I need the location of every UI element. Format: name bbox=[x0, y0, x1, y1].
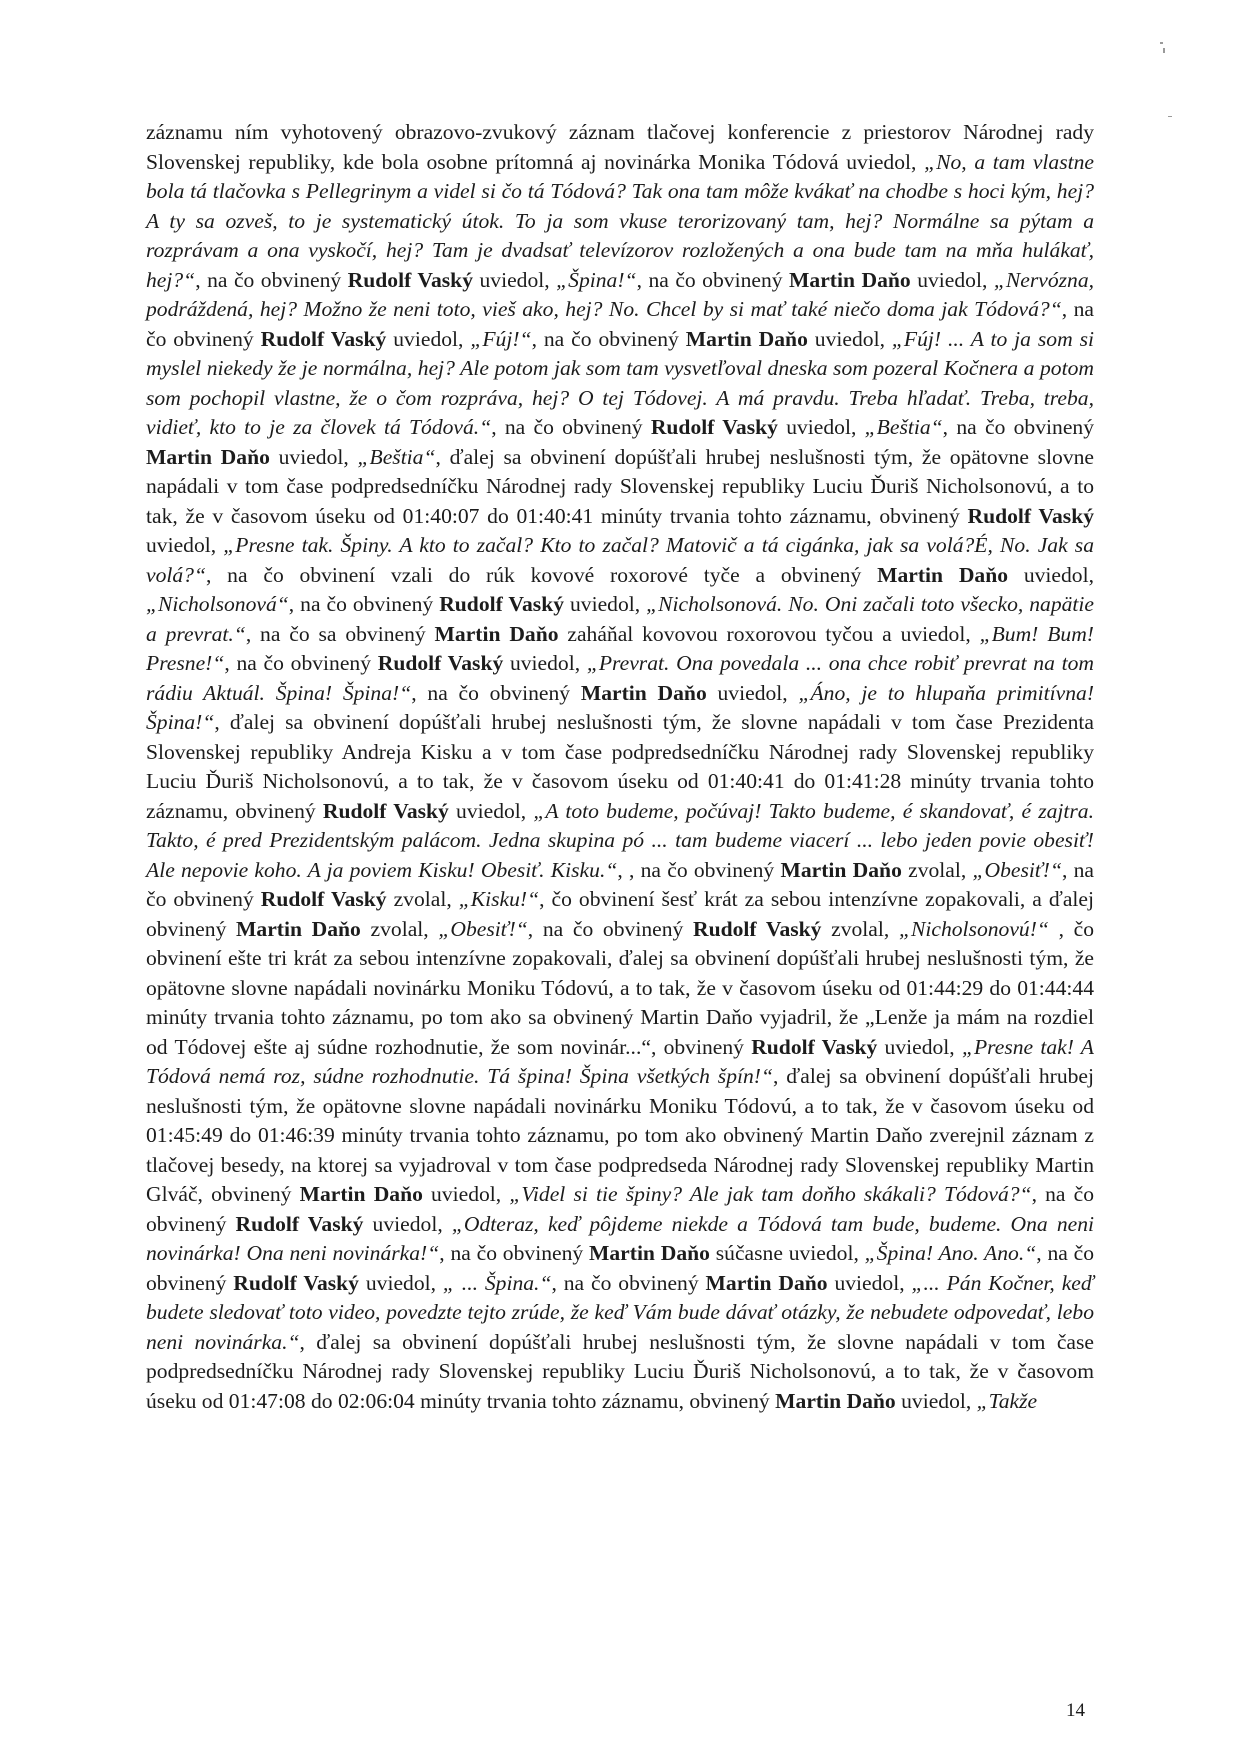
text-run: , ďalej sa obvinení dopúšťali hrubej neslušnosti tým, že slovne napádali v tom čase podpredsedníčku Národnej rady Slovenskej republiky Luciu Ďuriš Nicholsonovú, a to tak, že v časovom úseku od 01:47:08 do 02:06:04 minúty trvania tohto záznamu, obvinený bbox=[146, 1329, 1094, 1413]
quoted-speech: „No, a tam vlastne bola tá tlačovka s Pellegrinym a videl si čo tá Tódová? Tak ona tam môže kvákať na chodbe s hoci kým, hej? A ty sa ozveš, to je systematický útok. To ja som vkuse terorizovaný tam, hej? Normálne sa pýtam a rozprávam a ona vyskočí, hej? Tam je dvadsať televízorov rozložených a ona bude tam na mňa hulákať, hej?“ bbox=[146, 149, 1095, 292]
defendant-name: Martin Daňo bbox=[580, 680, 707, 705]
defendant-name: Martin Daňo bbox=[236, 916, 361, 941]
text-run: uviedol, bbox=[358, 1270, 443, 1295]
quoted-speech: „Obesiť!“ bbox=[972, 857, 1062, 882]
text-run: , na čo obvinený bbox=[527, 916, 693, 941]
text-run: uviedol, bbox=[910, 267, 994, 292]
text-run: , na čo obvinení vzali do rúk kovové roxorové tyče a obvinený bbox=[205, 562, 878, 587]
text-run: , na čo obvinený bbox=[439, 1241, 589, 1265]
scan-artifact bbox=[1168, 116, 1172, 117]
text-run: , ďalej sa obvinení dopúšťali hrubej neslušnosti tým, že opätovne slovne napádali v tom čase podpredsedníčku Národnej rady Slovenskej republiky Luciu Ďuriš Nicholsonovú, a to tak, že v časovom úseku od 01:40:07 do 01:40:41 minúty trvania tohto záznamu, obvinený bbox=[146, 444, 1094, 528]
text-run: , ďalej sa obvinení dopúšťali hrubej neslušnosti tým, že opätovne slovne napádali novinárku Moniku Tódovú, a to tak, že v časovom úseku od 01:45:49 do 01:46:39 minúty trvania tohto záznamu, po tom ako obvinený Martin Daňo zverejnil záznam z tlačovej besedy, na ktorej sa vyjadroval v tom čase podpredseda Národnej rady Slovenskej republiky Martin Glváč, obvinený bbox=[146, 1064, 1094, 1206]
quoted-speech: „Špina! Ano. Ano.“ bbox=[864, 1241, 1037, 1265]
text-run: , na čo obvinený bbox=[146, 1241, 1095, 1295]
quoted-speech: „Presne tak. Špiny. A kto to začal? Kto to začal? Matovič a tá cigánka, jak sa volá?É, No. Jak sa volá?“ bbox=[146, 533, 1094, 587]
defendant-name: Martin Daňo bbox=[775, 1388, 896, 1413]
scan-artifact bbox=[1160, 42, 1163, 44]
defendant-name: Rudolf Vaský bbox=[692, 916, 822, 941]
defendant-name: Martin Daňo bbox=[685, 326, 808, 351]
text-run: , na čo obvinený bbox=[551, 1270, 706, 1295]
quoted-speech: „Áno, je to hlupaňa primitívna! Špina!“ bbox=[146, 680, 1095, 734]
text-run: uviedol, bbox=[503, 651, 587, 675]
quoted-speech: „Fúj!“ bbox=[470, 326, 532, 351]
text-run: , , na čo obvinený bbox=[617, 857, 781, 882]
quoted-speech: „Nicholsonovú!“ bbox=[898, 916, 1049, 941]
quoted-speech: „ ... Špina.“ bbox=[442, 1270, 552, 1295]
quoted-speech: „Nicholsonová. No. Oni začali toto všecko, napätie a prevrat.“ bbox=[146, 592, 1095, 646]
text-run: , na čo obvinený bbox=[491, 415, 651, 439]
text-run: uviedol, bbox=[146, 533, 224, 557]
text-run: súčasne uviedol, bbox=[709, 1241, 865, 1265]
quoted-speech: „A toto budeme, počúvaj! Takto budeme, é skandovať, é zajtra. Takto, é pred Prezidentským palácom. Jedna skupina pó ... tam budeme viacerí ... lebo jeden povie obesiť! Ale nepovie koho. A ja poviem Kisku! Obesiť. Kisku.“ bbox=[146, 798, 1095, 882]
defendant-name: Rudolf Vaský bbox=[260, 887, 387, 911]
text-run: uviedol, bbox=[422, 1182, 510, 1206]
quoted-speech: „Fúj! ... A to ja som si myslel niekedy že je normálna, hej? Ale potom jak som tam vysvetľoval dneska som pozeral Kočnera a potom som pochopil vlastne, že o čom rozpráva, hej? O tej Tódovej. A má pravdu. Treba hľadať. Treba, treba, vidieť, kto to je za človek tá Tódová.“ bbox=[146, 326, 1094, 439]
defendant-name: Rudolf Vaský bbox=[967, 503, 1094, 528]
text-run: , na čo obvinený bbox=[224, 651, 378, 675]
text-run: , čo obvinení šesť krát za sebou intenzívne zopakovali, a ďalej obvinený bbox=[146, 887, 1094, 941]
quoted-speech: „Beštia“ bbox=[864, 415, 943, 439]
text-run: , ďalej sa obvinení dopúšťali hrubej neslušnosti tým, že slovne napádali v tom čase Prezidenta Slovenskej republiky Andreja Kisku a v tom čase podpredsedníčku Národnej rady Slovenskej republiky Luciu Ďuriš Nicholsonovú, a to tak, že v časovom úseku od 01:40:41 do 01:41:28 minúty trvania tohto záznamu, obvinený bbox=[146, 710, 1094, 823]
quoted-speech: „Kisku!“ bbox=[458, 887, 540, 911]
text-run: uviedol, bbox=[269, 444, 358, 469]
quoted-speech: „Prevrat. Ona povedala ... ona chce robiť prevrat na tom rádiu Aktuál. Špina! Špina!“ bbox=[146, 651, 1094, 705]
text-run: uviedol, bbox=[827, 1270, 912, 1295]
text-run: zvolal, bbox=[386, 887, 459, 911]
quoted-speech: „Obesiť!“ bbox=[438, 916, 528, 941]
defendant-name: Rudolf Vaský bbox=[260, 326, 387, 351]
text-run: uviedol, bbox=[807, 326, 892, 351]
page-number: 14 bbox=[1066, 1700, 1085, 1721]
defendant-name: Rudolf Vaský bbox=[650, 415, 778, 439]
text-run: , na čo obvinený bbox=[288, 592, 440, 616]
defendant-name: Rudolf Vaský bbox=[377, 651, 504, 675]
quoted-speech: „Bum! Bum! Presne!“ bbox=[146, 621, 1094, 675]
text-run: uviedol, bbox=[473, 267, 557, 292]
quoted-speech: „Nicholsonová“ bbox=[146, 592, 289, 616]
quoted-speech: „Videl si tie špiny? Ale jak tam doňho skákali? Tódová?“ bbox=[509, 1182, 1032, 1206]
text-run: zvolal, bbox=[821, 916, 899, 941]
defendant-name: Rudolf Vaský bbox=[751, 1034, 878, 1059]
text-run: uviedol, bbox=[386, 326, 471, 351]
text-run: uviedol, bbox=[706, 680, 799, 705]
text-run: uviedol, bbox=[363, 1211, 452, 1236]
defendant-name: Martin Daňo bbox=[299, 1182, 423, 1206]
text-run: uviedol, bbox=[1008, 562, 1094, 587]
quoted-speech: „Takže bbox=[976, 1388, 1038, 1413]
quoted-speech: „Beštia“ bbox=[357, 444, 436, 469]
defendant-name: Martin Daňo bbox=[877, 562, 1009, 587]
defendant-name: Rudolf Vaský bbox=[233, 1270, 359, 1295]
text-run: zvolal, bbox=[360, 916, 439, 941]
text-run: , na čo obvinený bbox=[146, 1182, 1094, 1236]
text-run: uviedol, bbox=[564, 592, 647, 616]
text-run: uviedol, bbox=[777, 415, 865, 439]
text-run: , na čo obvinený bbox=[531, 326, 686, 351]
text-run: , na čo obvinený bbox=[146, 297, 1094, 351]
text-run: , na čo obvinený bbox=[411, 680, 581, 705]
body-paragraph bbox=[146, 118, 1094, 1416]
text-run: záznamu ním vyhotovený obrazovo-zvukový záznam tlačovej konferencie z priestorov Národnej rady Slovenskej republiky, kde bola osobne prítomná aj novinárka Monika Tódová uviedol, bbox=[146, 120, 1094, 174]
defendant-name: Martin Daňo bbox=[588, 1241, 710, 1265]
text-run: , na čo obvinený bbox=[636, 267, 790, 292]
text-run: zaháňal kovovou roxorovou tyčou a uviedol, bbox=[558, 621, 980, 646]
text-run: uviedol, bbox=[448, 798, 534, 823]
text-run: , na čo sa obvinený bbox=[245, 621, 435, 646]
scan-artifact bbox=[1163, 48, 1165, 53]
text-run: , na čo obvinený bbox=[146, 857, 1094, 911]
quoted-speech: „Odteraz, keď pôjdeme niekde a Tódová tam bude, budeme. Ona neni novinárka! Ona neni novinárka!“ bbox=[146, 1211, 1095, 1265]
defendant-name: Martin Daňo bbox=[434, 621, 559, 646]
text-run: , čo obvinení ešte tri krát za sebou intenzívne zopakovali, ďalej sa obvinení dopúšťali hrubej neslušnosti tým, že opätovne slovne napádali novinárku Moniku Tódovú, a to tak, že v časovom úseku od 01:44:29 do 01:44:44 minúty trvania tohto záznamu, po tom ako sa obvinený Martin Daňo vyjadril, že „Lenže ja mám na rozdiel od Tódovej ešte aj súdne rozhodnutie, že som novinár...“, obvinený bbox=[146, 916, 1095, 1059]
text-run: zvolal, bbox=[901, 857, 973, 882]
text-run: uviedol, bbox=[877, 1034, 962, 1059]
defendant-name: Martin Daňo bbox=[146, 444, 270, 469]
defendant-name: Rudolf Vaský bbox=[439, 592, 565, 616]
quoted-speech: „Presne tak! A Tódová nemá roz, súdne rozhodnutie. Tá špina! Špina všetkých špín!“ bbox=[146, 1034, 1094, 1088]
text-run: uviedol, bbox=[895, 1388, 977, 1413]
defendant-name: Martin Daňo bbox=[705, 1270, 828, 1295]
quoted-speech: „... Pán Kočner, keď budete sledovať toto video, povedzte tejto zrúde, že keď Vám bude dávať otázky, že nebudete odpovedať, lebo neni novinárka.“ bbox=[146, 1270, 1095, 1354]
quoted-speech: „Špina!“ bbox=[556, 267, 637, 292]
defendant-name: Rudolf Vaský bbox=[322, 798, 449, 823]
defendant-name: Rudolf Vaský bbox=[235, 1211, 364, 1236]
text-run: , na čo obvinený bbox=[195, 267, 348, 292]
defendant-name: Martin Daňo bbox=[780, 857, 902, 882]
defendant-name: Rudolf Vaský bbox=[347, 267, 473, 292]
quoted-speech: „Nervózna, podráždená, hej? Možno že neni toto, vieš ako, hej? No. Chcel by si mať také niečo doma jak Tódová?“ bbox=[146, 267, 1095, 321]
defendant-name: Martin Daňo bbox=[789, 267, 911, 292]
text-run: , na čo obvinený bbox=[942, 415, 1094, 439]
